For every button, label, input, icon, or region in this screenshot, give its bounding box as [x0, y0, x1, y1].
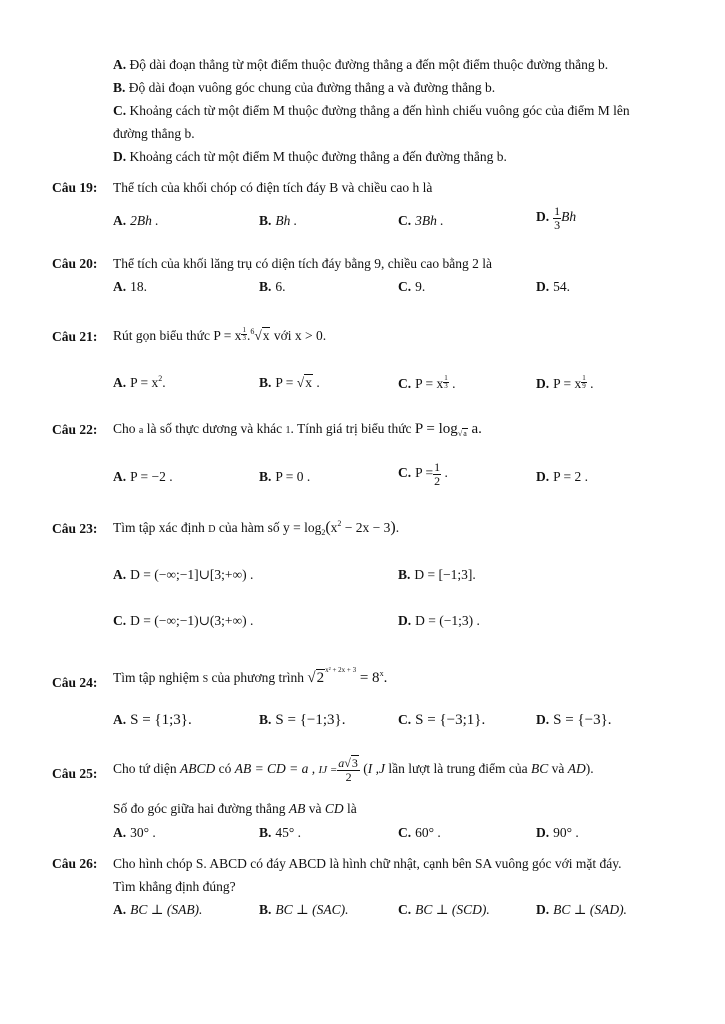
q22-stem: Cho a là số thực dương và khác 1. Tính giá trị biểu thức $P = \log_{√a} a$.: [113, 421, 482, 438]
q23-option-b: B. D = [−1;3].: [398, 567, 476, 582]
q18-option-c-cont: đường thẳng b.: [113, 126, 195, 141]
q24-stem: Tìm tập nghiệm S của phương trình $√2^{x^2 + 2x + 3} = 8^x$.: [113, 666, 388, 686]
q24-option-b: B. S = {−1;3}.: [259, 712, 346, 728]
root-symbol: √2: [307, 670, 325, 686]
q25-option-a: A. 30° .: [113, 825, 156, 840]
q20-stem: Thể tích của khối lăng trụ có diện tích đáy bằng 9, chiều cao bằng 2 là: [113, 256, 492, 271]
q26-stem-line-2: Tìm khẳng định đúng?: [113, 879, 236, 894]
q21-number: Câu 21:: [52, 329, 98, 344]
q18-option-b: B. Độ dài đoạn vuông góc chung của đường thẳng a và đường thẳng b.: [113, 80, 496, 95]
q25-option-b: B. 45° .: [259, 825, 302, 840]
q22-option-c: C. P = $\frac{1}{2}$ .: [398, 460, 448, 488]
q19-option-c: C. 3Bh .: [398, 213, 444, 228]
q20-option-c: C. 9.: [398, 279, 426, 294]
q18-option-c: C. Khoảng cách từ một điểm M thuộc đường thẳng a đến hình chiếu vuông góc của điểm M lên: [113, 103, 630, 118]
q18-option-d: D. Khoảng cách từ một điểm M thuộc đường thẳng a đến đường thẳng b.: [113, 149, 507, 164]
q19-option-b: B. Bh .: [259, 213, 298, 228]
q20-option-b: B. 6.: [259, 279, 286, 294]
q25-option-d: D. 90° .: [536, 825, 579, 840]
q19-option-a: A. 2Bh .: [113, 213, 159, 228]
q25-option-c: C. 60° .: [398, 825, 441, 840]
q20-number: Câu 20:: [52, 256, 98, 271]
q25-stem: Cho tứ diện ABCD có AB = CD = a , IJ = $\frac{a√3}{2}$ (I ,J lần lượt là trung điểm của BC và AD).: [113, 756, 594, 784]
q19-option-d: D. $\frac{1}{3}$ Bh: [536, 204, 577, 232]
q26-stem: Cho hình chóp S. ABCD có đáy ABCD là hình chữ nhật, cạnh bên SA vuông góc với mặt đáy.: [113, 856, 622, 871]
q21-option-a: A. $P = x^2$.: [113, 374, 166, 390]
q26-option-a: A. BC ⊥ (SAB).: [113, 902, 203, 917]
q20-option-d: D. 54.: [536, 279, 570, 294]
q23-number: Câu 23:: [52, 521, 98, 536]
fraction: $\frac{1}{3}$: [554, 204, 561, 232]
root-symbol: √x: [296, 375, 312, 390]
q25-stem-line-2: Số đo góc giữa hai đường thẳng AB và CD là: [113, 801, 357, 816]
q23-option-c: C. D = (−∞;−1)∪(3;+∞) .: [113, 613, 254, 628]
q24-option-d: D. S = {−3}.: [536, 712, 612, 728]
q21-stem: Rút gọn biểu thức P = x $\frac{1}{3}$ .$^6$√x với x > 0.: [113, 326, 327, 343]
q21-option-b: B. P = √x .: [259, 375, 320, 390]
q24-expression: $√2^{x^2 + 2x + 3} = 8^x$.: [307, 666, 388, 686]
q21-option-c: C. P = x $\frac{1}{3}$ .: [398, 374, 456, 391]
q23-option-a: A. D = (−∞;−1]∪[3;+∞) .: [113, 567, 254, 582]
q23-option-d: D. D = (−1;3) .: [398, 613, 480, 628]
q19-stem: Thể tích của khối chóp có điện tích đáy B và chiều cao h là: [113, 180, 433, 195]
q24-option-a: A. S = {1;3}.: [113, 712, 192, 728]
q25-number: Câu 25:: [52, 766, 98, 781]
q22-option-a: A. P = −2 .: [113, 469, 173, 484]
q21-option-d: D. P = x $\frac{1}{9}$ .: [536, 374, 594, 391]
q21-expression: P = x $\frac{1}{3}$ .$^6$√x: [213, 326, 270, 343]
root-symbol: √x: [254, 328, 270, 343]
q26-option-c: C. BC ⊥ (SCD).: [398, 902, 490, 917]
q19-number: Câu 19:: [52, 180, 98, 195]
q23-expression: $y = \log_2(x^2 - 2x - 3)$.: [282, 519, 400, 537]
q26-number: Câu 26:: [52, 856, 98, 871]
q22-expression: $P = \log_{√a} a$.: [414, 421, 482, 438]
q18-option-a: A. Độ dài đoạn thẳng từ một điểm thuộc đường thẳng a đến một điểm thuộc đường thẳng b.: [113, 57, 609, 72]
q22-option-b: B. P = 0 .: [259, 469, 311, 484]
q26-option-b: B. BC ⊥ (SAC).: [259, 902, 349, 917]
q22-option-d: D. P = 2 .: [536, 469, 588, 484]
q24-number: Câu 24:: [52, 675, 98, 690]
q20-option-a: A. 18.: [113, 279, 147, 294]
q22-number: Câu 22:: [52, 422, 98, 437]
fraction: $\frac{1}{2}$: [434, 460, 441, 488]
q24-option-c: C. S = {−3;1}.: [398, 712, 486, 728]
q23-stem: Tìm tập xác định D của hàm số $y = \log_2(x^2 - 2x - 3)$.: [113, 519, 400, 537]
q26-option-d: D. BC ⊥ (SAD).: [536, 902, 627, 917]
fraction: $\frac{a√3}{2}$: [338, 756, 358, 784]
